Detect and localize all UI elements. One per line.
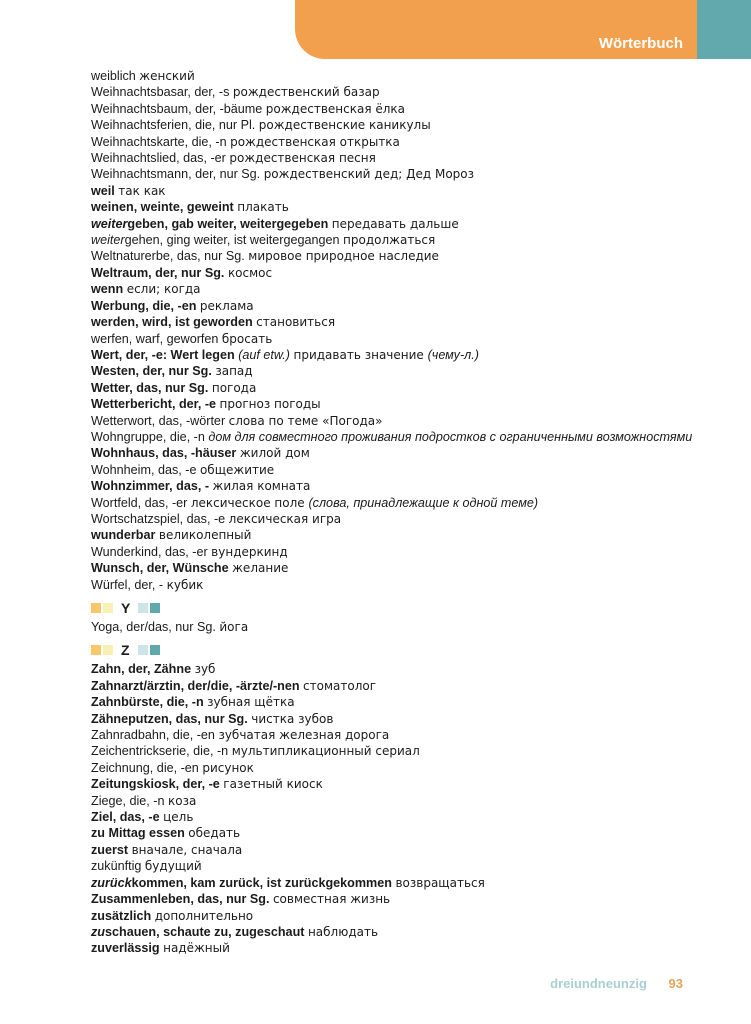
translation: рождественская открытка [230,134,400,149]
dictionary-entry [91,924,711,940]
headword-part: Weihnachtsferien, die, nur Pl. [91,118,259,133]
headword-part: Wetter, das, nur Sg. [91,380,212,395]
letter-heading-z [91,639,711,661]
translation: желание [232,561,289,576]
headword-part: Zeichentrickserie, die, -n [91,744,232,759]
dictionary-entry [91,760,711,776]
headword-part: Wohnheim, das, -e [91,462,200,477]
translation: газетный киоск [223,777,323,792]
translation: реклама [199,298,254,313]
headword-part: weiter [91,233,125,248]
headword-part: weil [91,183,119,198]
translation: космос [227,265,273,280]
headword-part: Zahnarzt/ärztin, der/die, -ärzte/-nen [91,678,304,693]
translation: зубная щётка [207,695,295,710]
dictionary-entry [91,298,711,314]
decor-square [138,603,148,613]
dictionary-entry [91,544,711,560]
translation: рождественский дед; Дед Мороз [263,167,475,182]
headword-part: kommen, kam zurück, ist zurückgekommen [131,875,396,890]
translation: мировое природное наследие [248,249,439,264]
translation: рождественский базар [232,85,380,100]
headword-part: Yoga, der/das, nur Sg. [91,620,220,634]
headword-part: Wohnzimmer, das, - [91,479,213,494]
dictionary-entry [91,940,711,956]
headword-part: zuerst [91,842,132,857]
dictionary-entry [91,363,711,379]
dictionary-entry [91,577,711,593]
dictionary-entry [91,891,711,907]
dictionary-entry [91,694,711,710]
translation: лексическая игра [228,511,342,526]
section-letter: Z [121,642,130,659]
dictionary-entry [91,429,711,445]
headword-part: Zeitungskiosk, der, -e [91,777,224,792]
headword-part: weinen, weinte, geweint [91,200,238,215]
letter-heading-y [91,597,711,619]
headword-part: Wunderkind, das, -er [91,544,212,559]
translation: слова по теме «Погода» [228,413,383,428]
translation: будущий [144,859,202,874]
translation: йога [219,620,249,634]
translation: плакать [237,200,289,215]
headword-part: Ziel, das, -e [91,810,164,825]
translation: вначале, сначала [131,842,243,857]
dictionary-entry [91,858,711,874]
headword-part: Wortfeld, das, -er [91,495,191,510]
headword-part: дом для совместного проживания подростков с ограниченными возможностями [208,429,693,444]
dictionary-entry [91,825,711,841]
headword-part: Wohnhaus, das, -häuser [91,446,240,461]
headword-part: zusätzlich [91,908,155,923]
headword-part: Weihnachtskarte, die, -n [91,134,231,149]
headword-part: zu [91,924,105,939]
dictionary-entry [91,117,711,133]
headword-part: Zahnbürste, die, -n [91,695,208,710]
dictionary-entry [91,727,711,743]
dictionary-entry [91,908,711,924]
headword-part: Wetterwort, das, -wörter [91,413,229,428]
headword-part: wenn [91,282,127,297]
dictionary-entry [91,560,711,576]
translation: лексическое поле [190,495,309,510]
dictionary-entry [91,619,711,635]
translation: вундеркинд [211,544,288,559]
translation: кубик [166,577,204,592]
headword-part: Wohngruppe, die, -n [91,429,209,444]
translation: возвращаться [395,875,485,890]
headword-part: (auf etw.) [238,347,294,362]
decor-square [91,645,101,655]
headword-part: Zeichnung, die, -en [91,760,203,775]
dictionary-entry [91,661,711,677]
headword-part: Weihnachtslied, das, -er [91,151,230,166]
decor-square [91,603,101,613]
dictionary-entry [91,711,711,727]
translation: если; когда [126,282,201,297]
page-title: Wörterbuch [598,35,683,52]
translation: бросать [221,331,273,346]
headword-part: Westen, der, nur Sg. [91,364,216,379]
dictionary-entry [91,199,711,215]
headword-part: Weihnachtsbasar, der, -s [91,85,233,100]
translation: рождественские каникулы [258,118,431,133]
headword-part: zu Mittag essen [91,826,189,841]
dictionary-entry [91,134,711,150]
headword-part: Werbung, die, -en [91,298,200,313]
headword-part: wunderbar [91,528,159,543]
translation: зуб [194,662,216,677]
dictionary-entry [91,150,711,166]
translation: зубчатая железная дорога [218,728,390,743]
translation: надёжный [163,941,230,956]
headword-part: Würfel, der, - [91,577,167,592]
headword-part: Wunsch, der, Wünsche [91,561,233,576]
header-tab [295,0,697,59]
headword-part: geben, gab weiter, weitergegeben [127,216,332,231]
dictionary-entry [91,527,711,543]
headword-part: zuverlässig [91,941,164,956]
decor-square [103,645,113,655]
dictionary-entry [91,265,711,281]
dictionary-entry [91,68,711,84]
dictionary-entry [91,248,711,264]
dictionary-entry [91,842,711,858]
headword-part: Weltraum, der, nur Sg. [91,265,228,280]
translation: погода [211,380,257,395]
dictionary-entry [91,281,711,297]
translation: рождественская песня [229,151,376,166]
dictionary-entry [91,495,711,511]
headword-part: Wetterbericht, der, -e [91,397,220,412]
dictionary-entry [91,216,711,232]
headword-part: (чему-л.) [427,347,479,362]
headword-part: Zahnradbahn, die, -en [91,728,219,743]
dictionary-entry [91,232,711,248]
headword-part: zukünftig [91,859,145,874]
dictionary-entry [91,445,711,461]
decor-square [103,603,113,613]
translation: рисунок [202,760,254,775]
translation: жилой дом [239,446,310,461]
dictionary-entry [91,462,711,478]
translation: передавать дальше [331,216,459,231]
dictionary-entry [91,678,711,694]
headword-part: Zähneputzen, das, nur Sg. [91,711,252,726]
translation: мультипликационный сериал [231,744,420,759]
dictionary-entry [91,875,711,891]
translation: жилая комната [212,479,311,494]
headword-part: zurück [91,875,132,890]
decor-square [150,645,160,655]
dictionary-entry [91,743,711,759]
dictionary-entry [91,380,711,396]
translation: становиться [256,315,336,330]
translation: чистка зубов [251,711,334,726]
translation: так как [118,183,166,198]
headword-part: (слова, принадлежащие к одной теме) [308,495,539,510]
decor-square [138,645,148,655]
section-letter: Y [121,599,131,616]
translation: продолжаться [343,233,436,248]
headword-part: Wortschatzspiel, das, -e [91,511,229,526]
headword-part: schauen, schaute zu, zugeschaut [105,924,308,939]
translation: цель [163,810,194,825]
headword-part: weiter [91,216,128,231]
translation: коза [168,793,197,808]
translation: рождественская ёлка [265,101,406,116]
page-footer [550,976,683,991]
translation: женский [139,69,195,83]
dictionary-entry [91,478,711,494]
dictionary-entry [91,347,711,363]
dictionary-entry [91,84,711,100]
headword-part: Weltnaturerbe, das, nur Sg. [91,249,249,264]
dictionary-entry [91,776,711,792]
dictionary-entries [91,68,711,957]
header-accent [697,0,751,59]
headword-part: Ziege, die, -n [91,793,169,808]
headword-part: Zahn, der, Zähne [91,662,195,677]
page-number-word: dreiundneunzig [550,976,647,991]
dictionary-entry [91,413,711,429]
dictionary-entry [91,314,711,330]
dictionary-entry [91,101,711,117]
headword-part: werden, wird, ist geworden [91,315,257,330]
dictionary-entry [91,809,711,825]
headword-part: Weihnachtsmann, der, nur Sg. [91,167,264,182]
headword-part: gehen, ging weiter, ist weitergegangen [124,233,344,248]
translation: общежитие [199,462,275,477]
dictionary-entry [91,331,711,347]
translation: обедать [188,826,241,841]
decor-square [150,603,160,613]
headword-part: Zusammenleben, das, nur Sg. [91,892,273,907]
headword-part: Wert, der, -e: Wert legen [91,347,239,362]
translation: придавать значение [293,347,428,362]
translation: наблюдать [307,924,379,939]
translation: запад [215,364,253,379]
headword-part: Weihnachtsbaum, der, -bäume [91,101,266,116]
translation: дополнительно [154,908,254,923]
headword-part: werfen, warf, geworfen [91,331,222,346]
translation: прогноз погоды [219,397,321,412]
page-number: 93 [668,976,683,991]
headword-part: weiblich [91,69,140,83]
translation: совместная жизнь [272,892,391,907]
dictionary-entry [91,396,711,412]
dictionary-entry [91,793,711,809]
dictionary-entry [91,166,711,182]
dictionary-entry [91,511,711,527]
translation: стоматолог [303,678,377,693]
translation: великолепный [158,528,252,543]
dictionary-entry [91,183,711,199]
